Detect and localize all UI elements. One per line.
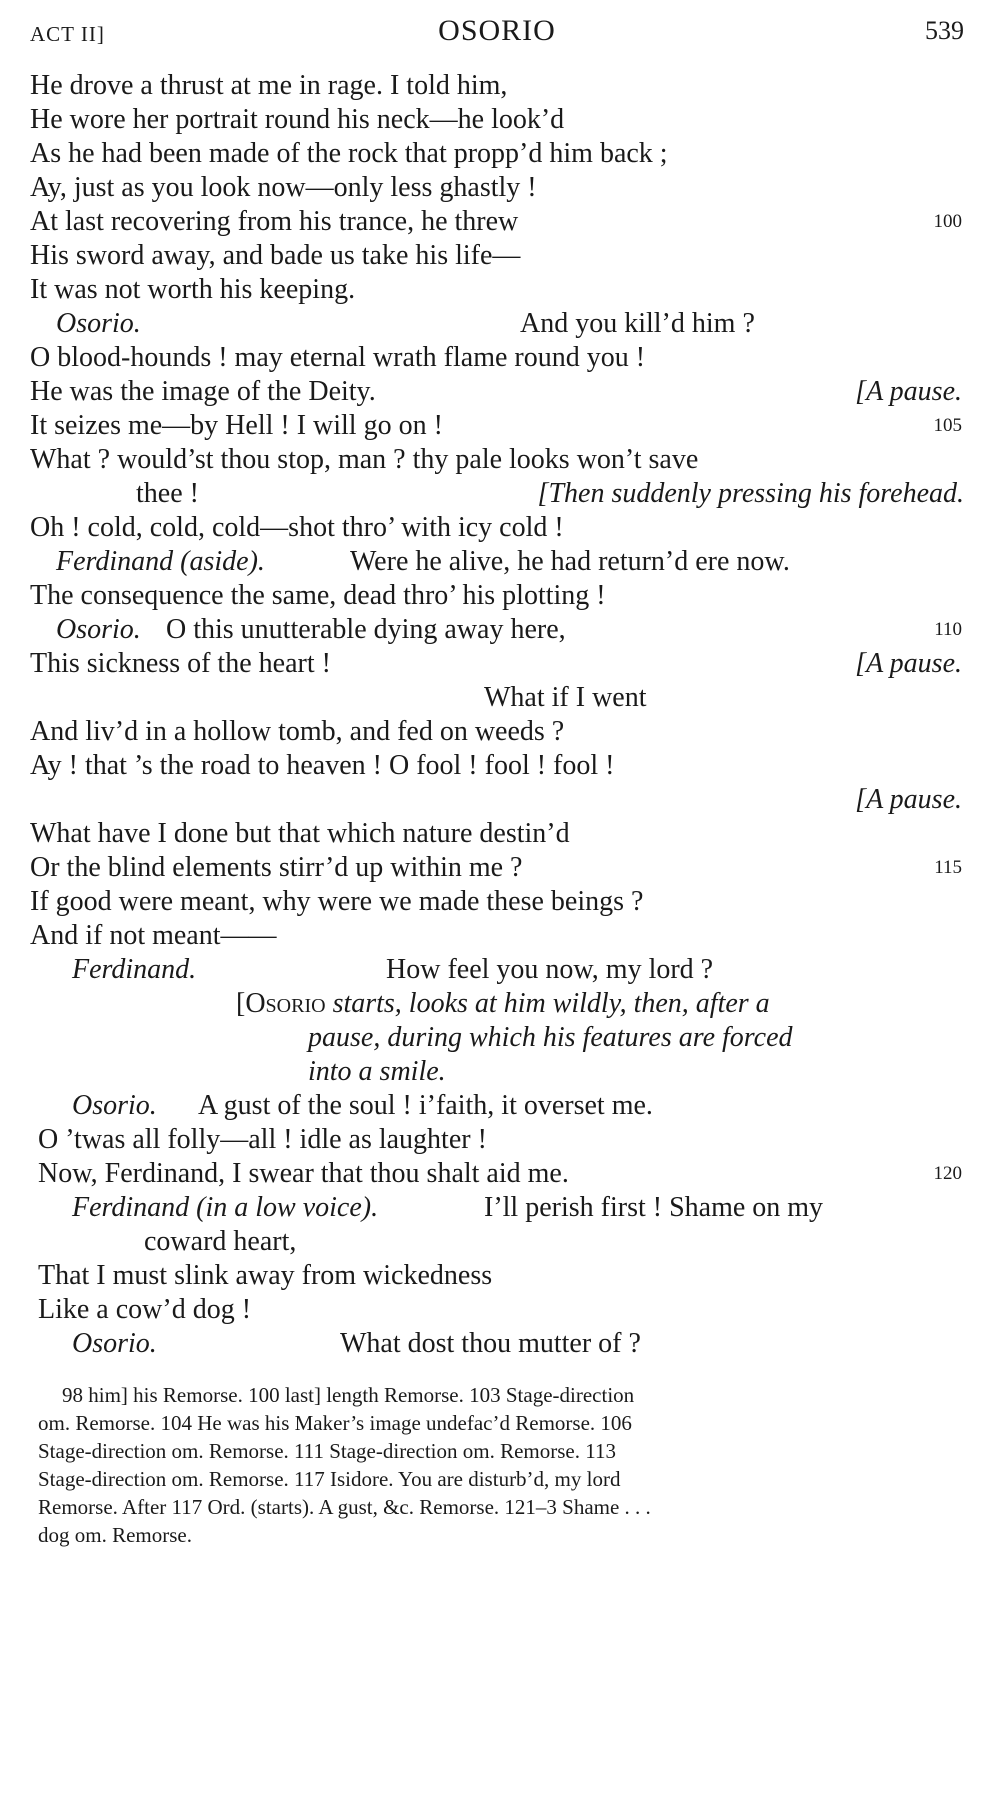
verse-line: This sickness of the heart ! [A pause. [0, 644, 1000, 684]
footnote-line: 98 him] his Remorse. 100 last] length Remorse. 103 Stage-direction [62, 1383, 635, 1407]
verse-line: At last recovering from his trance, he threw 100 [0, 202, 1000, 242]
verse-line: His sword away, and bade us take his life— [30, 240, 521, 271]
verse-line: And if not meant—— [30, 920, 277, 951]
speaker-name: Ferdinand (aside). [56, 546, 265, 577]
verse-line: Oh ! cold, cold, cold—shot thro’ with icy cold ! [30, 512, 564, 543]
speaker-name: Osorio. [56, 308, 141, 339]
verse-line: Ay ! that ’s the road to heaven ! O fool ! fool ! fool ! [30, 750, 615, 781]
verse-line: As he had been made of the rock that propp’d him back ; [30, 138, 668, 169]
page-title: OSORIO [438, 14, 556, 47]
verse-line: thee ! [Then suddenly pressing his forehead. [0, 474, 1000, 514]
verse-line: And liv’d in a hollow tomb, and fed on weeds ? [30, 716, 565, 747]
verse-line: The consequence the same, dead thro’ his plotting ! [30, 580, 606, 611]
verse-line: It was not worth his keeping. [30, 274, 356, 305]
verse-line: That I must slink away from wickedness [38, 1260, 493, 1291]
footnote-line: dog om. Remorse. [38, 1523, 192, 1547]
speaker-name: Ferdinand (in a low voice). [72, 1192, 379, 1223]
verse-line: Or the blind elements stirr’d up within me ? 115 [0, 848, 1000, 888]
speech-line: Osorio. And you kill’d him ? [0, 304, 1000, 344]
stage-direction: [Osorio starts, looks at him wildly, then, after a [236, 988, 770, 1019]
speech-line: Ferdinand (aside). Were he alive, he had return’d ere now. [0, 542, 1000, 582]
page-number: 539 [925, 16, 964, 45]
stage-direction: [A pause. [855, 648, 962, 679]
verse-line: Ay, just as you look now—only less ghastly ! [30, 172, 537, 203]
verse-line: What if I went [484, 682, 647, 713]
footnote-line: Stage-direction om. Remorse. 111 Stage-direction om. Remorse. 113 [38, 1439, 616, 1463]
verse-line: He drove a thrust at me in rage. I told him, [30, 70, 508, 101]
line-number: 100 [933, 211, 962, 232]
line-number: 105 [933, 415, 962, 436]
verse-line: coward heart, [144, 1226, 297, 1257]
speech-line: Osorio. What dost thou mutter of ? [0, 1324, 1000, 1364]
act-label: ACT II] [30, 22, 105, 46]
footnote-line: Remorse. After 117 Ord. (starts). A gust, &c. Remorse. 121–3 Shame . . . [38, 1495, 651, 1519]
verse-line: Now, Ferdinand, I swear that thou shalt aid me. 120 [0, 1154, 1000, 1194]
line-number: 110 [934, 619, 962, 640]
stage-direction: [A pause. [855, 784, 962, 815]
footnote-line: om. Remorse. 104 He was his Maker’s image undefac’d Remorse. 106 [38, 1411, 632, 1435]
stage-direction: pause, during which his features are forced [308, 1022, 793, 1053]
speech-line: Osorio. A gust of the soul ! i’faith, it overset me. [0, 1086, 1000, 1126]
verse-line: He was the image of the Deity. [A pause. [0, 372, 1000, 412]
footnote-line: Stage-direction om. Remorse. 117 Isidore. You are disturb’d, my lord [38, 1467, 621, 1491]
speaker-name: Osorio. [72, 1328, 157, 1359]
speech-line: Ferdinand (in a low voice). I’ll perish first ! Shame on my [0, 1188, 1000, 1228]
verse-line: It seizes me—by Hell ! I will go on ! 105 [0, 406, 1000, 446]
verse-line: Like a cow’d dog ! [38, 1294, 252, 1325]
verse-line: What ? would’st thou stop, man ? thy pale looks won’t save [30, 444, 699, 475]
verse-line: O blood-hounds ! may eternal wrath flame round you ! [30, 342, 646, 373]
stage-direction: [A pause. [855, 376, 962, 407]
speaker-name: Ferdinand. [72, 954, 197, 985]
running-header [30, 14, 964, 54]
speech-line: Ferdinand. How feel you now, my lord ? [0, 950, 1000, 990]
stage-direction: into a smile. [308, 1056, 446, 1087]
speech-line: Osorio. O this unutterable dying away here, 110 [0, 610, 1000, 650]
verse-line: What have I done but that which nature destin’d [30, 818, 570, 849]
speaker-name: Osorio. [72, 1090, 157, 1121]
stage-direction: [Then suddenly pressing his forehead. [537, 478, 964, 509]
verse-line: O ’twas all folly—all ! idle as laughter ! [38, 1124, 487, 1155]
line-number: 115 [934, 857, 962, 878]
speaker-name: Osorio. [56, 614, 141, 645]
line-number: 120 [933, 1163, 962, 1184]
verse-line: He wore her portrait round his neck—he look’d [30, 104, 565, 135]
verse-line: If good were meant, why were we made these beings ? [30, 886, 644, 917]
